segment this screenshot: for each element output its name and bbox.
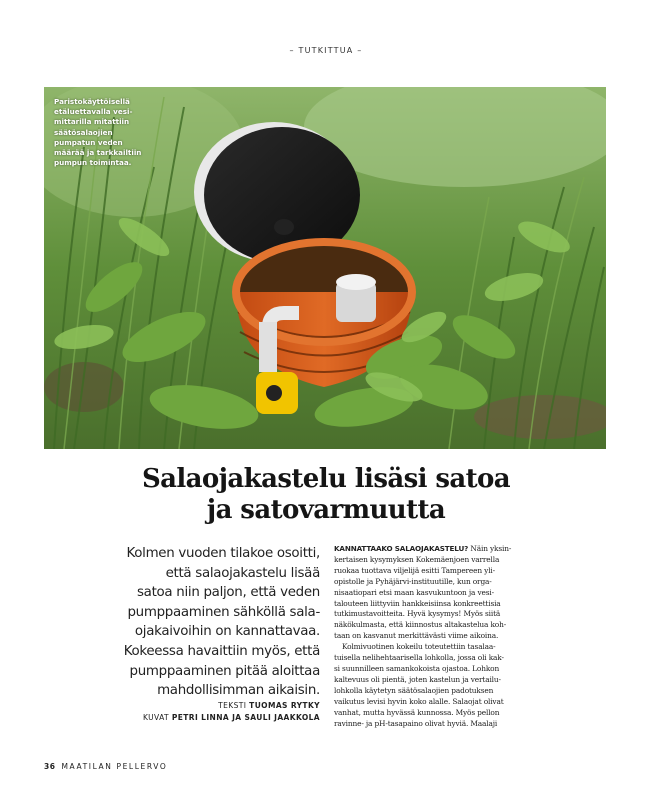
magazine-name: MAATILAN PELLERVO bbox=[61, 762, 168, 771]
body-first-line: KANNATTAAKO SALAOJAKASTELU? Näin yksin- bbox=[334, 544, 512, 553]
article-lede: Kolmen vuoden tilakoe osoitti, että salaojakastelu lisää satoa niin paljon, että veden pumppaaminen sähköllä sala- ojakaivoihin on kannattavaa. Kokeessa havaittiin myös, että pumppaaminen pitää aloittaa mahdollisimman aikaisin. bbox=[123, 546, 320, 699]
article-body: KANNATTAAKO SALAOJAKASTELU? Näin yksin- kertaisen kysymyksen Kokemäenjoen varrella ruokaa tuottava viljelijä esitti Tampereen yli- opistolle ja Pyhäjärvi-instituutille, kun orga- nisaatiopari etsi maan kasvukuntoon ja vesi- talouteen liittyviin hankkeisiinsa konkreettisia tutkimustavoitteita. Hyvä kysymys! Myös siitä näkökulmasta, että kiinnostus altakastelua koh- taan on kasvanut merkittävästi viime aikoina. Kolmivuotinen kokeilu toteutettiin tasalaa- tuisella nelihehtaarisella lohkolla, jossa oli kak- si suunnilleen samankokoista ojastoa. Lohkon kaltevuus oli pientä, joten kastelun ja vertailu- lohkolla käytetyn säätösalaojien padotuksen vaikutus levisi hyvin koko alalle. Salaojat olivat vanhat, mutta hyvässä kunnossa. Myös pellon ravinne- ja pH-tasapaino olivat hyviä. Maalaji bbox=[334, 544, 540, 729]
article-photo bbox=[44, 87, 606, 449]
text-credit: TEKSTI TUOMAS RYTKY bbox=[218, 701, 320, 710]
page-number: 36 bbox=[44, 762, 56, 771]
section-label: – TUTKITTUA – bbox=[289, 46, 363, 55]
body-lead: KANNATTAAKO SALAOJAKASTELU? bbox=[334, 544, 469, 553]
page-footer bbox=[44, 762, 167, 771]
article-credits bbox=[120, 700, 320, 724]
photo-credit: KUVAT PETRI LINNA JA SAULI JAAKKOLA bbox=[143, 713, 320, 722]
photo-caption: Paristokäyttöisellä etäluettavalla vesi- mittarilla mitattiin säätösalaojien pumpatun veden määrää ja tarkkailtiin pumpun toimintaa. bbox=[54, 97, 142, 168]
article-title: Salaojakastelu lisäsi satoa ja satovarmuutta bbox=[141, 464, 511, 525]
